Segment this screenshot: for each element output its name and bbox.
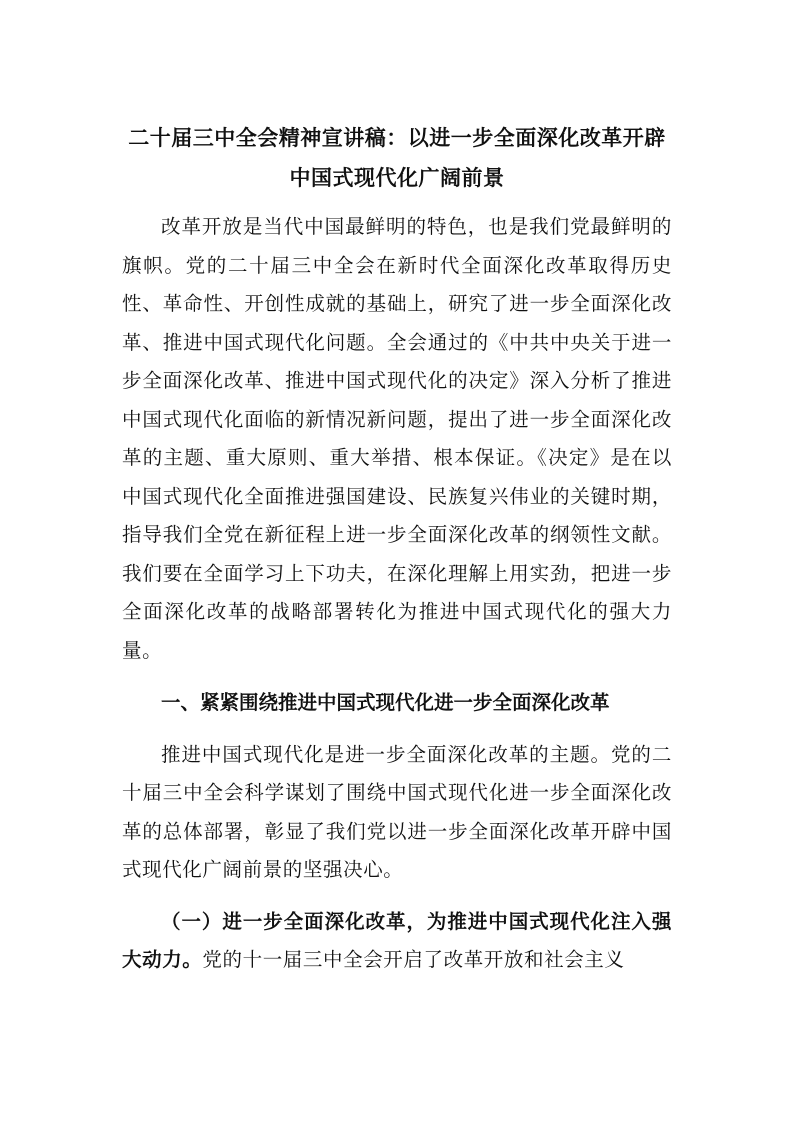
subsection-lead: （一）进一步全面深化改革，为推进中国式现代化注入强大动力。 bbox=[122, 909, 672, 971]
document-body bbox=[122, 118, 672, 980]
subsection-paragraph bbox=[122, 903, 672, 980]
intro-paragraph: 改革开放是当代中国最鲜明的特色，也是我们党最鲜明的旗帜。党的二十届三中全会在新时代全面深化改革取得历史性、革命性、开创性成就的基础上，研究了进一步全面深化改革、推进中国式现代化问题。全会通过的《中共中央关于进一步全面深化改革、推进中国式现代化的决定》深入分析了推进中国式现代化面临的新情况新问题，提出了进一步全面深化改革的主题、重大原则、重大举措、根本保证。《决定》是在以中国式现代化全面推进强国建设、民族复兴伟业的关键时期，指导我们全党在新征程上进一步全面深化改革的纲领性文献。我们要在全面学习上下功夫，在深化理解上用实劲，把进一步全面深化改革的战略部署转化为推进中国式现代化的强大力量。 bbox=[122, 215, 672, 662]
subsection-body: 党的十一届三中全会开启了改革开放和社会主义 bbox=[202, 948, 625, 971]
page-title: 二十届三中全会精神宣讲稿：以进一步全面深化改革开辟中国式现代化广阔前景 bbox=[128, 126, 666, 190]
section-paragraph: 推进中国式现代化是进一步全面深化改革的主题。党的二十届三中全会科学谋划了围绕中国式现代化进一步全面深化改革的总体部署，彰显了我们党以进一步全面深化改革开辟中国式现代化广阔前景的坚强决心。 bbox=[122, 742, 672, 881]
section-heading: 一、紧紧围绕推进中国式现代化进一步全面深化改革 bbox=[161, 691, 610, 714]
